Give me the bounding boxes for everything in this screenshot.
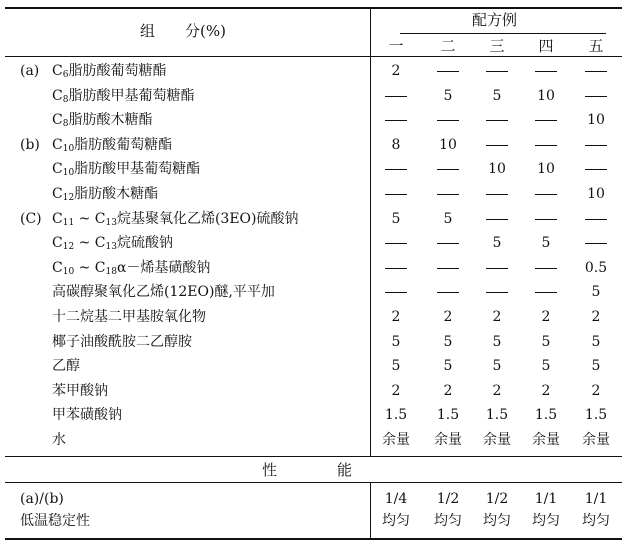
value-cell: 2 (541, 383, 551, 399)
value-cell: 1.5 (384, 407, 408, 423)
value-cell: 5 (492, 358, 502, 374)
carbon-count: 12 (62, 193, 75, 203)
empty-value-dash (385, 169, 407, 170)
value-cell: 10 (537, 161, 555, 177)
formula-header: 配方例 (472, 11, 518, 29)
empty-value-dash (486, 292, 508, 293)
empty-value-dash (486, 145, 508, 146)
performance-title: 性 能 (262, 461, 353, 479)
empty-value-dash (437, 268, 459, 269)
carbon-symbol: C (52, 186, 63, 202)
empty-value-dash (535, 268, 557, 269)
value-cell: 5 (443, 334, 453, 350)
component-label: 脂肪酸甲基葡萄糖酯 (68, 88, 195, 104)
value-cell: 5 (591, 284, 601, 300)
component-label: α－烯基磺酸钠 (116, 260, 211, 276)
component-name (52, 234, 173, 252)
component-label: 苯甲酸钠 (52, 383, 108, 399)
carbon-symbol: C (52, 137, 63, 153)
value-cell: 10 (587, 186, 605, 202)
value-cell: 5 (591, 334, 601, 350)
value-cell: 5 (443, 88, 453, 104)
component-name (52, 333, 192, 351)
label-column-divider-lower (370, 483, 371, 539)
table-top-rule (5, 7, 622, 9)
value-cell: 1.5 (436, 407, 460, 423)
value-cell: 1.5 (534, 407, 558, 423)
column-header-5: 五 (588, 37, 604, 55)
performance-value: 均匀 (582, 513, 610, 529)
component-label: 烷基聚氧化乙烯(3EO)硫酸钠 (116, 211, 299, 227)
value-cell: 余量 (582, 432, 610, 448)
row-group-marker: (b) (20, 137, 40, 153)
carbon-symbol: C (52, 161, 63, 177)
carbon-symbol: C (52, 211, 63, 227)
empty-value-dash (385, 96, 407, 97)
performance-value: 均匀 (532, 513, 560, 529)
empty-value-dash (437, 292, 459, 293)
empty-value-dash (486, 120, 508, 121)
column-header-4: 四 (538, 37, 554, 55)
value-cell: 2 (443, 383, 453, 399)
carbon-range-symbol: ~ C (74, 235, 106, 251)
empty-value-dash (535, 292, 557, 293)
value-cell: 0.5 (584, 260, 608, 276)
carbon-count: 10 (62, 267, 75, 277)
empty-value-dash (385, 120, 407, 121)
carbon-range-symbol: ~ C (74, 260, 106, 276)
component-name (52, 210, 299, 228)
value-cell: 5 (492, 334, 502, 350)
carbon-range-count: 13 (105, 242, 117, 252)
row-group-marker: (C) (20, 211, 42, 227)
component-label: 高碳醇聚氧化乙烯(12EO)醚,平平加 (52, 284, 275, 300)
empty-value-dash (385, 268, 407, 269)
value-cell: 2 (492, 309, 502, 325)
performance-label: (a)/(b) (20, 491, 64, 507)
component-label: 脂肪酸甲基葡萄糖酯 (74, 161, 201, 177)
empty-value-dash (486, 268, 508, 269)
value-cell: 1.5 (485, 407, 509, 423)
carbon-count: 12 (62, 242, 75, 252)
component-name (52, 259, 210, 277)
component-label: 脂肪酸木糖酯 (74, 186, 159, 202)
component-name (52, 185, 158, 203)
component-name (52, 382, 108, 400)
value-cell: 5 (443, 211, 453, 227)
value-cell: 10 (587, 112, 605, 128)
empty-value-dash (437, 169, 459, 170)
carbon-symbol: C (52, 88, 63, 104)
empty-value-dash (585, 145, 607, 146)
component-name (52, 431, 66, 449)
component-label: 脂肪酸葡萄糖酯 (74, 137, 173, 153)
value-cell: 10 (488, 161, 506, 177)
carbon-count: 10 (62, 144, 75, 154)
carbon-symbol: C (52, 112, 63, 128)
component-header: 组 分(%) (140, 22, 226, 40)
value-cell: 2 (391, 383, 401, 399)
value-cell: 2 (591, 383, 601, 399)
value-cell: 5 (443, 358, 453, 374)
component-label: 乙醇 (52, 358, 80, 374)
value-cell: 5 (492, 88, 502, 104)
value-cell: 5 (541, 358, 551, 374)
empty-value-dash (385, 292, 407, 293)
value-cell: 8 (391, 137, 401, 153)
performance-title-rule (5, 482, 622, 483)
value-cell: 2 (591, 309, 601, 325)
empty-value-dash (437, 243, 459, 244)
component-label: 脂肪酸葡萄糖酯 (68, 63, 167, 79)
empty-value-dash (437, 194, 459, 195)
empty-value-dash (585, 96, 607, 97)
carbon-symbol: C (52, 63, 63, 79)
carbon-count: 6 (62, 70, 69, 80)
empty-value-dash (585, 71, 607, 72)
component-label: 椰子油酸酰胺二乙醇胺 (52, 334, 192, 350)
carbon-count: 8 (62, 119, 69, 129)
value-cell: 余量 (532, 432, 560, 448)
component-name (52, 111, 152, 129)
formula-header-underline (400, 33, 606, 34)
empty-value-dash (535, 219, 557, 220)
table-bottom-rule (5, 538, 622, 540)
row-group-marker: (a) (20, 63, 40, 79)
carbon-count: 10 (62, 168, 75, 178)
column-header-1: 一 (388, 37, 404, 55)
value-cell: 10 (439, 137, 457, 153)
value-cell: 2 (541, 309, 551, 325)
component-name (52, 357, 80, 375)
empty-value-dash (385, 243, 407, 244)
composition-bottom-rule (5, 456, 622, 457)
carbon-count: 8 (62, 95, 69, 105)
value-cell: 5 (541, 334, 551, 350)
empty-value-dash (535, 194, 557, 195)
empty-value-dash (437, 71, 459, 72)
value-cell: 2 (492, 383, 502, 399)
performance-value: 1/1 (534, 491, 558, 507)
performance-value: 均匀 (434, 513, 462, 529)
component-name (52, 308, 206, 326)
value-cell: 2 (391, 63, 401, 79)
component-label: 十二烷基二甲基胺氧化物 (52, 309, 206, 325)
performance-value: 1/2 (485, 491, 509, 507)
component-name (52, 87, 194, 105)
column-header-2: 二 (440, 37, 456, 55)
empty-value-dash (486, 194, 508, 195)
component-name (52, 62, 166, 80)
performance-value: 均匀 (382, 513, 410, 529)
empty-value-dash (486, 219, 508, 220)
empty-value-dash (585, 169, 607, 170)
component-name (52, 283, 275, 301)
component-label: 甲苯磺酸钠 (52, 407, 122, 423)
value-cell: 5 (391, 211, 401, 227)
value-cell: 2 (443, 309, 453, 325)
performance-value: 均匀 (483, 513, 511, 529)
carbon-count: 11 (62, 218, 75, 228)
carbon-range-symbol: ~ C (74, 211, 106, 227)
empty-value-dash (486, 71, 508, 72)
empty-value-dash (535, 120, 557, 121)
column-header-3: 三 (489, 37, 505, 55)
empty-value-dash (385, 194, 407, 195)
value-cell: 余量 (382, 432, 410, 448)
component-name (52, 160, 200, 178)
value-cell: 余量 (483, 432, 511, 448)
performance-value: 1/1 (584, 491, 608, 507)
performance-label: 低温稳定性 (20, 513, 90, 529)
empty-value-dash (535, 145, 557, 146)
empty-value-dash (535, 71, 557, 72)
performance-value: 1/4 (384, 491, 408, 507)
empty-value-dash (585, 219, 607, 220)
performance-value: 1/2 (436, 491, 460, 507)
value-cell: 10 (537, 88, 555, 104)
label-column-divider (370, 8, 371, 456)
component-name (52, 136, 172, 154)
value-cell: 5 (492, 235, 502, 251)
value-cell: 2 (391, 309, 401, 325)
header-bottom-rule (5, 56, 622, 57)
component-label: 烷硫酸钠 (116, 235, 173, 251)
empty-value-dash (437, 120, 459, 121)
value-cell: 1.5 (584, 407, 608, 423)
empty-value-dash (585, 243, 607, 244)
component-label: 脂肪酸木糖酯 (68, 112, 153, 128)
carbon-symbol: C (52, 260, 63, 276)
carbon-range-count: 13 (105, 218, 117, 228)
value-cell: 余量 (434, 432, 462, 448)
value-cell: 5 (391, 358, 401, 374)
value-cell: 5 (591, 358, 601, 374)
value-cell: 5 (391, 334, 401, 350)
value-cell: 5 (541, 235, 551, 251)
carbon-symbol: C (52, 235, 63, 251)
component-name (52, 406, 122, 424)
carbon-range-count: 18 (105, 267, 117, 277)
component-label: 水 (52, 432, 66, 448)
